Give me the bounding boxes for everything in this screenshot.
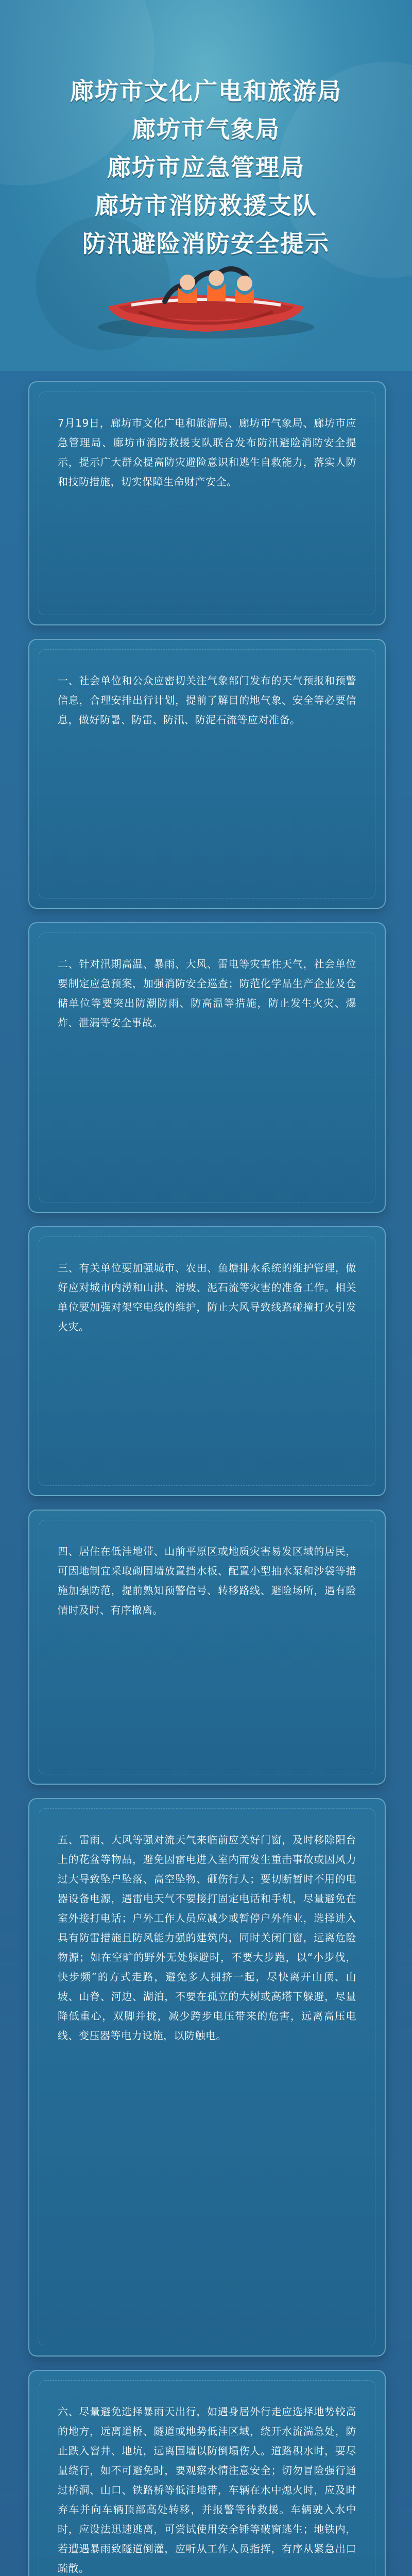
notice-text: 一、社会单位和公众应密切关注气象部门发布的天气预报和预警信息，合理安排出行计划，提前了解目的地气象、安全等必要信息，做好防暑、防雷、防汛、防泥石流等应对准备。	[58, 674, 356, 726]
header-banner	[0, 0, 412, 371]
notice-card-2	[28, 922, 386, 1213]
notice-text: 五、雷雨、大风等强对流天气来临前应关好门窗，及时移除阳台上的花盆等物品，避免因雷电进入室内而发生重击事故或因风力过大导致坠户坠落、高空坠物、砸伤行人；要切断暂时不用的电器设备电源，遇雷电天气不要接打固定电话和手机，尽量避免在室外接打电话；户外工作人员应减少或暂停户外作业，选择进入具有防雷措施且防风能力强的建筑内，同时关闭门窗，远离危险物源；如在空旷的野外无处躲避时，不要大步跑，以“小步伐，快步频”的方式走路，避免多人拥挤一起，尽快离开山顶、山坡、山脊、河边、湖泊，不要在孤立的大树或高塔下躲避，尽量降低重心，双脚并拢，减少跨步电压带来的危害，远离高压电线、变压器等电力设施，以防触电。	[58, 1834, 356, 2042]
title-line-1: 廊坊市文化广电和旅游局	[70, 77, 342, 105]
notice-text: 三、有关单位要加强城市、农田、鱼塘排水系统的维护管理，做好应对城市内涝和山洪、滑坡、泥石流等灾害的准备工作。相关单位要加强对架空电线的维护，防止大风导致线路碰撞打火引发火灾。	[58, 1262, 356, 1333]
notice-card-1	[28, 639, 386, 909]
rescue-boat-illustration	[88, 222, 324, 345]
notice-card-6	[28, 2370, 386, 2576]
notice-card-4	[28, 1510, 386, 1785]
notice-text: 二、针对汛期高温、暴雨、大风、雷电等灾害性天气，社会单位要制定应急预案，加强消防安全巡查；防范化学品生产企业及仓储单位等要突出防潮防雨、防高温等措施，防止发生火灾、爆炸、泄漏等安全事故。	[58, 958, 356, 1029]
title-line-2: 廊坊市气象局	[132, 115, 280, 143]
notice-card-intro	[28, 381, 386, 625]
notice-text: 六、尽量避免选择暴雨天出行，如遇身居外行走应选择地势较高的地方，远离道桥、隧道或地势低洼区域，绕开水流湍急处，防止跌入窨井、地坑，远离围墙以防倒塌伤人。道路积水时，要尽量绕行，如不可避免时，要观察水情注意安全；切勿冒险强行通过桥洞、山口、铁路桥等低洼地带，车辆在水中熄火时，应及时弃车并向车辆顶部高处转移，并报警等待救援。车辆驶入水中时，应设法迅速逃离，可尝试使用安全锤等破窗逃生；地铁内，若遭遇暴雨致隧道倒灌，应听从工作人员指挥，有序从紧急出口疏散。	[58, 2405, 356, 2574]
title-line-3: 廊坊市应急管理局	[107, 154, 305, 181]
notice-card-3	[28, 1226, 386, 1496]
notice-card-5	[28, 1798, 386, 2357]
notice-text: 7月19日，廊坊市文化广电和旅游局、廊坊市气象局、廊坊市应急管理局、廊坊市消防救援支队联合发布防汛避险消防安全提示，提示广大群众提高防灾避险意识和逃生自救能力，落实人防和技防措施，切实保障生命财产安全。	[58, 417, 356, 488]
title-line-4: 廊坊市消防救援支队	[95, 192, 317, 219]
title-line-5: 防汛避险消防安全提示	[82, 230, 330, 258]
notice-text: 四、居住在低洼地带、山前平原区或地质灾害易发区域的居民，可因地制宜采取砌围墙放置挡水板、配置小型抽水泵和沙袋等措施加强防范，提前熟知预警信号、转移路线、避险场所，遇有险情时及时、有序撤离。	[58, 1545, 356, 1616]
rescue-boat-icon	[88, 222, 324, 345]
